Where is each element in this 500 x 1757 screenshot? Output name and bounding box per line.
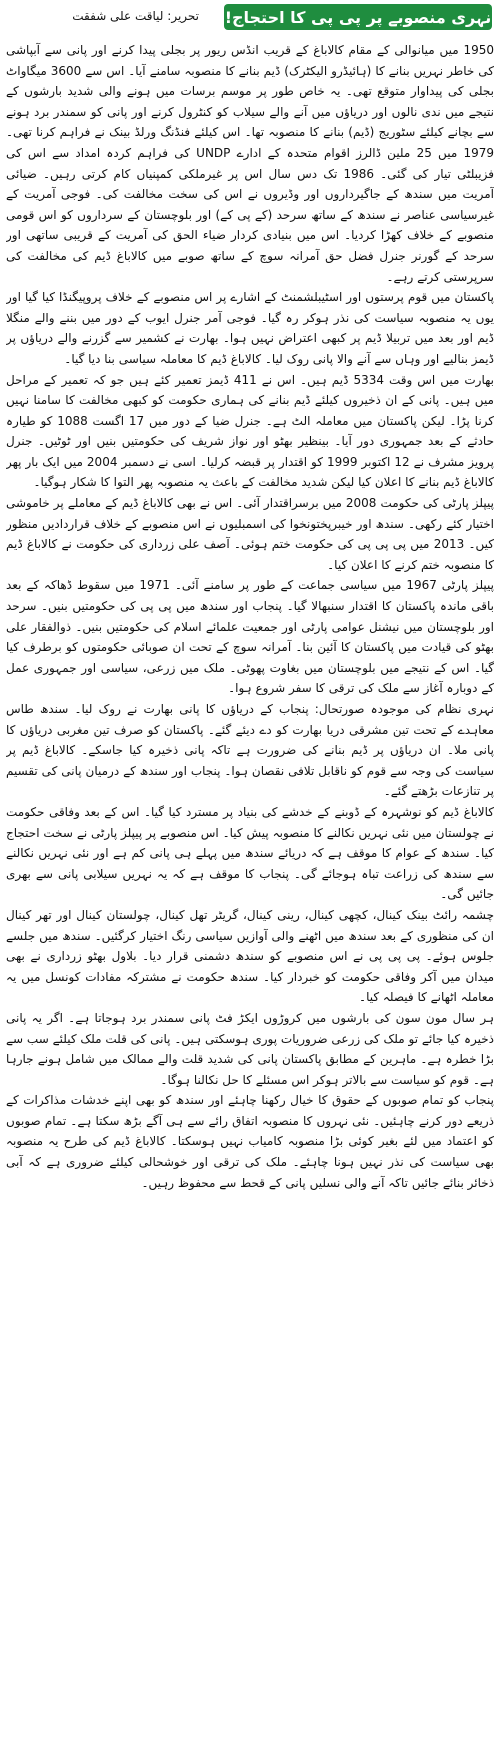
paragraph: کالاباغ ڈیم کو نوشہرہ کے ڈوبنے کے خدشے کی بنیاد پر مسترد کیا گیا۔ اس کے بعد وفاقی حکومت نے چولستان میں نئی نہریں نکالنے کا منصوبہ پیش کیا۔ اس منصوبے پر پیپلز پارٹی نے سخت احتجاج کیا۔ سندھ کے عوام کا موقف ہے کہ دریائے سندھ میں پہلے ہی پانی کم ہے اور نئی نہریں نکالنے سے سندھ کی زراعت تباہ ہوجائے گی۔ پنجاب کا موقف ہے کہ یہ نہریں سیلابی پانی سے بھری جائیں گی۔: [6, 804, 494, 902]
author-byline: تحریر: لیاقت علی شفقت: [72, 9, 199, 23]
paragraph: بھارت میں اس وقت 5334 ڈیم ہیں۔ اس نے 411 ڈیمز تعمیر کئے ہیں جو کہ تعمیر کے مراحل میں ہیں۔ پانی کے ان ذخیروں کیلئے ڈیم بنانے کی ہماری حکومت کو کبھی مخالفت کا سامنا نہیں کرنا پڑا۔ لیکن پاکستان میں معاملہ الٹ ہے۔ جنرل ضیا کے دور میں 17 اگست 1088 کو طیارہ حادثے کے بعد جمہوری دور آیا۔ بینظیر بھٹو اور نواز شریف کی حکومتیں بنیں اور ٹوٹیں۔ جنرل پرویز مشرف نے 12 اکتوبر 1999 کو اقتدار پر قبضہ کرلیا۔ اسی نے دسمبر 2004 میں ایک بار پھر کالاباغ ڈیم بنانے کا اعلان کیا لیکن شدید مخالفت کے باعث یہ منصوبہ پھر التوا کا شکار ہوگیا۔: [6, 372, 494, 490]
paragraph: پیپلز پارٹی 1967 میں سیاسی جماعت کے طور پر سامنے آئی۔ 1971 میں سقوط ڈھاکہ کے بعد باقی ماندہ پاکستان کا اقتدار سنبھالا گیا۔ پنجاب اور سندھ میں پی پی کی حکومتیں بنیں۔ سرحد اور بلوچستان میں نیشنل عوامی پارٹی اور جمعیت علمائے اسلام کی حکومتیں بنیں۔ ذوالفقار علی بھٹو کی قیادت میں پاکستان کا آئین بنا۔ آمرانہ سوچ کے تحت ان صوبائی حکومتوں کو برطرف کیا گیا۔ اس کے نتیجے میں بلوچستان میں بغاوت پھوٹی۔ ملک میں زرعی، سیاسی اور جمہوری عمل کے دوبارہ آغاز سے ملک کی ترقی کا سفر شروع ہوا۔: [6, 578, 494, 696]
article-header: [0, 0, 500, 34]
paragraph: 1950 میں میانوالی کے مقام کالاباغ کے قریب انڈس ریور پر بجلی پیدا کرنے اور پانی سے آبپاشی کی خاطر نہریں بنانے کا (ہائیڈرو الیکٹرک) ڈیم بنانے کا منصوبہ سامنے آیا۔ اس سے 3600 میگاواٹ بجلی کی پیداوار متوقع تھی۔ یہ خاص طور پر موسم برسات میں ہونے والی شدید بارشوں کے نتیجے میں ندی نالوں اور دریاؤں میں آنے والے سیلاب کو کنٹرول کرنے اور پانی کو سمندر برد ہونے سے بچانے کیلئے سٹوریج (ڈیم) بنانے کا منصوبہ تھا۔ اس کیلئے فنڈنگ ورلڈ بینک نے فراہم کرنا تھی۔ 1979 میں 25 ملین ڈالرز اقوام متحدہ کے ادارے UNDP کی فراہم کردہ امداد سے اس کی فزیبلٹی تیار کی گئی۔ 1986 تک دس سال اس پر غیرملکی کمپنیاں کام کرتی رہیں۔ ضیائی آمریت میں سندھ کے جاگیرداروں اور وڈیروں نے اس کی سخت مخالفت کی۔ فوجی آمریت کے غیرسیاسی عناصر نے سندھ کے ساتھ سرحد (کے پی کے) اور بلوچستان کے سرداروں کو اس قومی منصوبے کے خلاف کھڑا کردیا۔ اس میں بنیادی کردار ضیاء الحق کی آمریت کے قریبی ساتھی اور سرحد کے گورنر جنرل فضل حق آمرانہ سوچ کے ساتھ صوبے میں کالاباغ ڈیم کی مخالفت کی سرپرستی کرتے رہے۔: [6, 43, 494, 284]
paragraph: چشمہ رائٹ بینک کینال، کچھی کینال، رینی کینال، گریٹر تھل کینال، چولستان کینال اور تھر کینال ان کی منظوری کے بعد سندھ میں اٹھنے والی آوازیں سیاسی رنگ اختیار کرگئیں۔ سندھ میں جلسے جلوس ہوئے۔ پی پی پی نے اس منصوبے کو سندھ دشمنی قرار دیا۔ بلاول بھٹو زرداری نے بھی میدان میں آکر وفاقی حکومت کو خبردار کیا۔ سندھ حکومت نے مشترکہ مفادات کونسل میں یہ معاملہ اٹھانے کا فیصلہ کیا۔: [6, 907, 494, 1005]
headline: نہری منصوبے پر پی پی کا احتجاج!: [224, 7, 492, 27]
paragraph: پیپلز پارٹی کی حکومت 2008 میں برسراقتدار آئی۔ اس نے بھی کالاباغ ڈیم کے معاملے پر خاموشی اختیار کئے رکھی۔ سندھ اور خیبرپختونخوا کی اسمبلیوں نے اس منصوبے کے خلاف قراردادیں منظور کیں۔ 2013 میں پی پی پی کی حکومت ختم ہوئی۔ آصف علی زرداری کی حکومت نے کالاباغ ڈیم کا منصوبہ ختم کرنے کا اعلان کیا۔: [6, 496, 494, 572]
headline-box: [224, 4, 492, 30]
paragraph: نہری نظام کی موجودہ صورتحال: پنجاب کے دریاؤں کا پانی بھارت نے روک لیا۔ سندھ طاس معاہدے کے تحت تین مشرقی دریا بھارت کو دے دیئے گئے۔ پاکستان کو صرف تین مغربی دریاؤں کا پانی ملا۔ ان دریاؤں پر ڈیم بنانے کی ضرورت ہے تاکہ پانی ذخیرہ کیا جاسکے۔ کالاباغ ڈیم پر سیاست کی وجہ سے قوم کو ناقابل تلافی نقصان ہوا۔ پنجاب اور سندھ کے درمیان پانی کی تقسیم پر تنازعات بڑھتے گئے۔: [6, 702, 494, 799]
paragraph: پاکستان میں قوم پرستوں اور اسٹیبلشمنٹ کے اشارے پر اس منصوبے کے خلاف پروپیگنڈا کیا گیا اور یوں یہ منصوبہ سیاست کی نذر ہوکر رہ گیا۔ فوجی آمر جنرل ایوب کے دور میں بننے والے منگلا ڈیم اور بعد میں تربیلا ڈیم پر کبھی اعتراض نہیں ہوا۔ بھارت نے کشمیر سے گزرنے والے دریاؤں پر ڈیمز بنالیے اور وہاں سے آنے والا پانی روک لیا۔ کالاباغ ڈیم کا معاملہ سیاسی بنا دیا گیا۔: [6, 290, 494, 366]
article-body: [6, 40, 494, 1752]
paragraph: ہر سال مون سون کی بارشوں میں کروڑوں ایکڑ فٹ پانی سمندر برد ہوجاتا ہے۔ اگر یہ پانی ذخیرہ کیا جائے تو ملک کی زرعی ضروریات پوری ہوسکتی ہیں۔ پانی کی قلت ملک کیلئے سب سے بڑا خطرہ ہے۔ ماہرین کے مطابق پاکستان پانی کی شدید قلت والے ممالک میں شامل ہونے جارہا ہے۔ قوم کو سیاست سے بالاتر ہوکر اس مسئلے کا حل نکالنا ہوگا۔: [6, 1010, 494, 1087]
paragraph: پنجاب کو تمام صوبوں کے حقوق کا خیال رکھنا چاہئے اور سندھ کو بھی اپنے خدشات مذاکرات کے ذریعے دور کرنے چاہئیں۔ نئی نہروں کا منصوبہ اتفاق رائے سے ہی آگے بڑھ سکتا ہے۔ تمام صوبوں کو اعتماد میں لئے بغیر کوئی بڑا منصوبہ کامیاب نہیں ہوسکتا۔ کالاباغ ڈیم کی طرح یہ منصوبہ بھی سیاست کی نذر نہیں ہونا چاہئے۔ ملک کی ترقی اور خوشحالی کیلئے ضروری ہے کہ آبی ذخائر بنائے جائیں تاکہ آنے والی نسلیں پانی کے قحط سے محفوظ رہیں۔: [6, 1093, 494, 1190]
